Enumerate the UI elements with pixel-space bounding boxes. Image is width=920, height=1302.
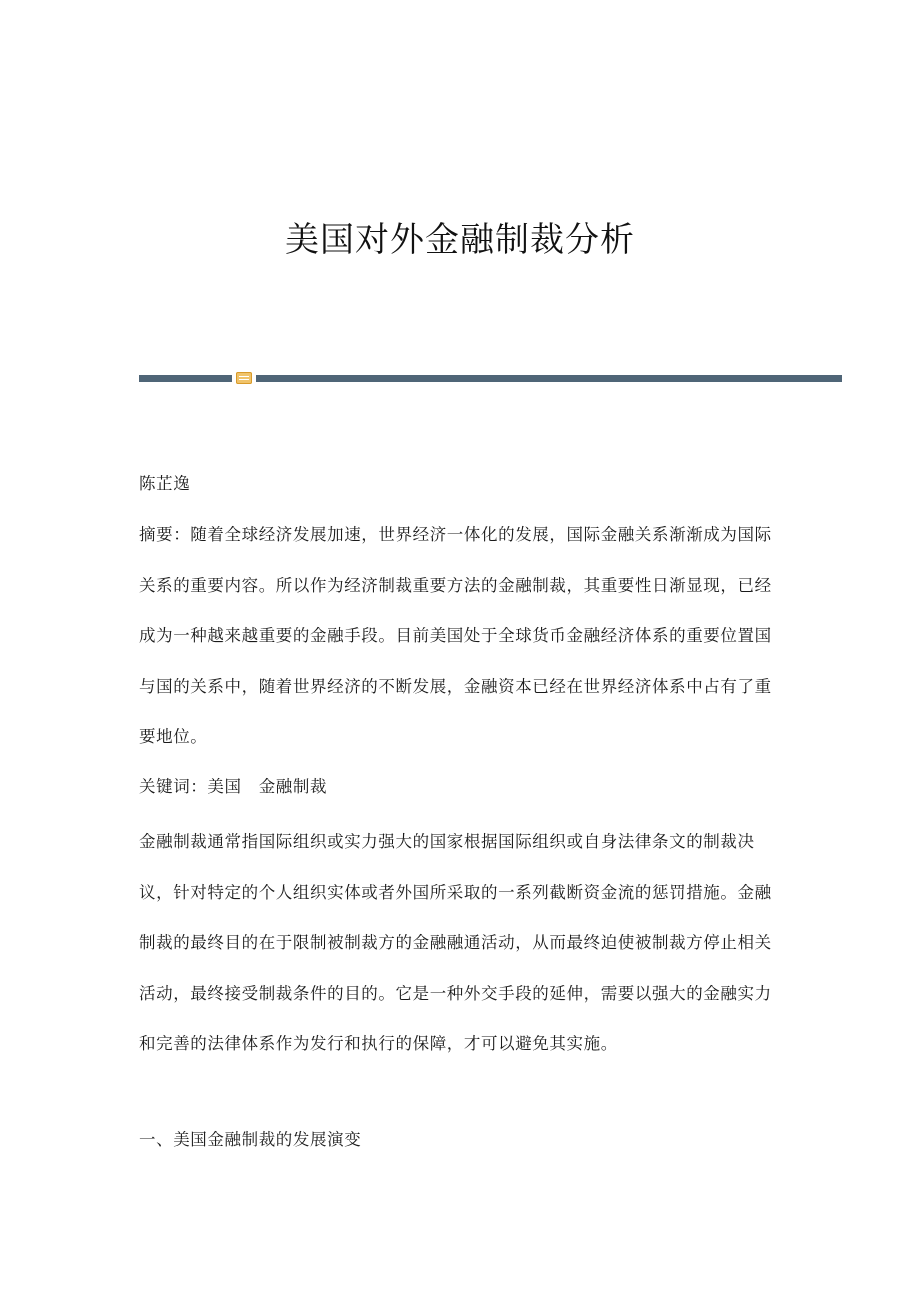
divider-bar-left <box>139 375 232 382</box>
section-heading: 一、美国金融制裁的发展演变 <box>139 1130 362 1149</box>
document-title: 美国对外金融制裁分析 <box>285 220 635 260</box>
author-name: 陈芷逸 <box>139 474 191 493</box>
abstract-paragraph: 摘要：随着全球经济发展加速，世界经济一体化的发展，国际金融关系渐渐成为国际关系的重要内容。所以作为经济制裁重要方法的金融制裁，其重要性日渐显现，已经成为一种越来越重要的金融手段。目前美国处于全球货币金融经济体系的重要位置国与国的关系中，随着世界经济的不断发展，金融资本已经在世界经济体系中占有了重要地位。 <box>139 525 772 746</box>
document-emblem-icon <box>236 372 252 384</box>
title-divider <box>139 372 842 384</box>
divider-bar-right <box>256 375 842 382</box>
keywords-line: 关键词：美国 金融制裁 <box>139 777 328 796</box>
body-paragraph: 金融制裁通常指国际组织或实力强大的国家根据国际组织或自身法律条文的制裁决议，针对特定的个人组织实体或者外国所采取的一系列截断资金流的惩罚措施。金融制裁的最终目的在于限制被制裁方的金融融通活动，从而最终迫使被制裁方停止相关活动，最终接受制裁条件的目的。它是一种外交手段的延伸，需要以强大的金融实力和完善的法律体系作为发行和执行的保障，才可以避免其实施。 <box>139 832 772 1053</box>
